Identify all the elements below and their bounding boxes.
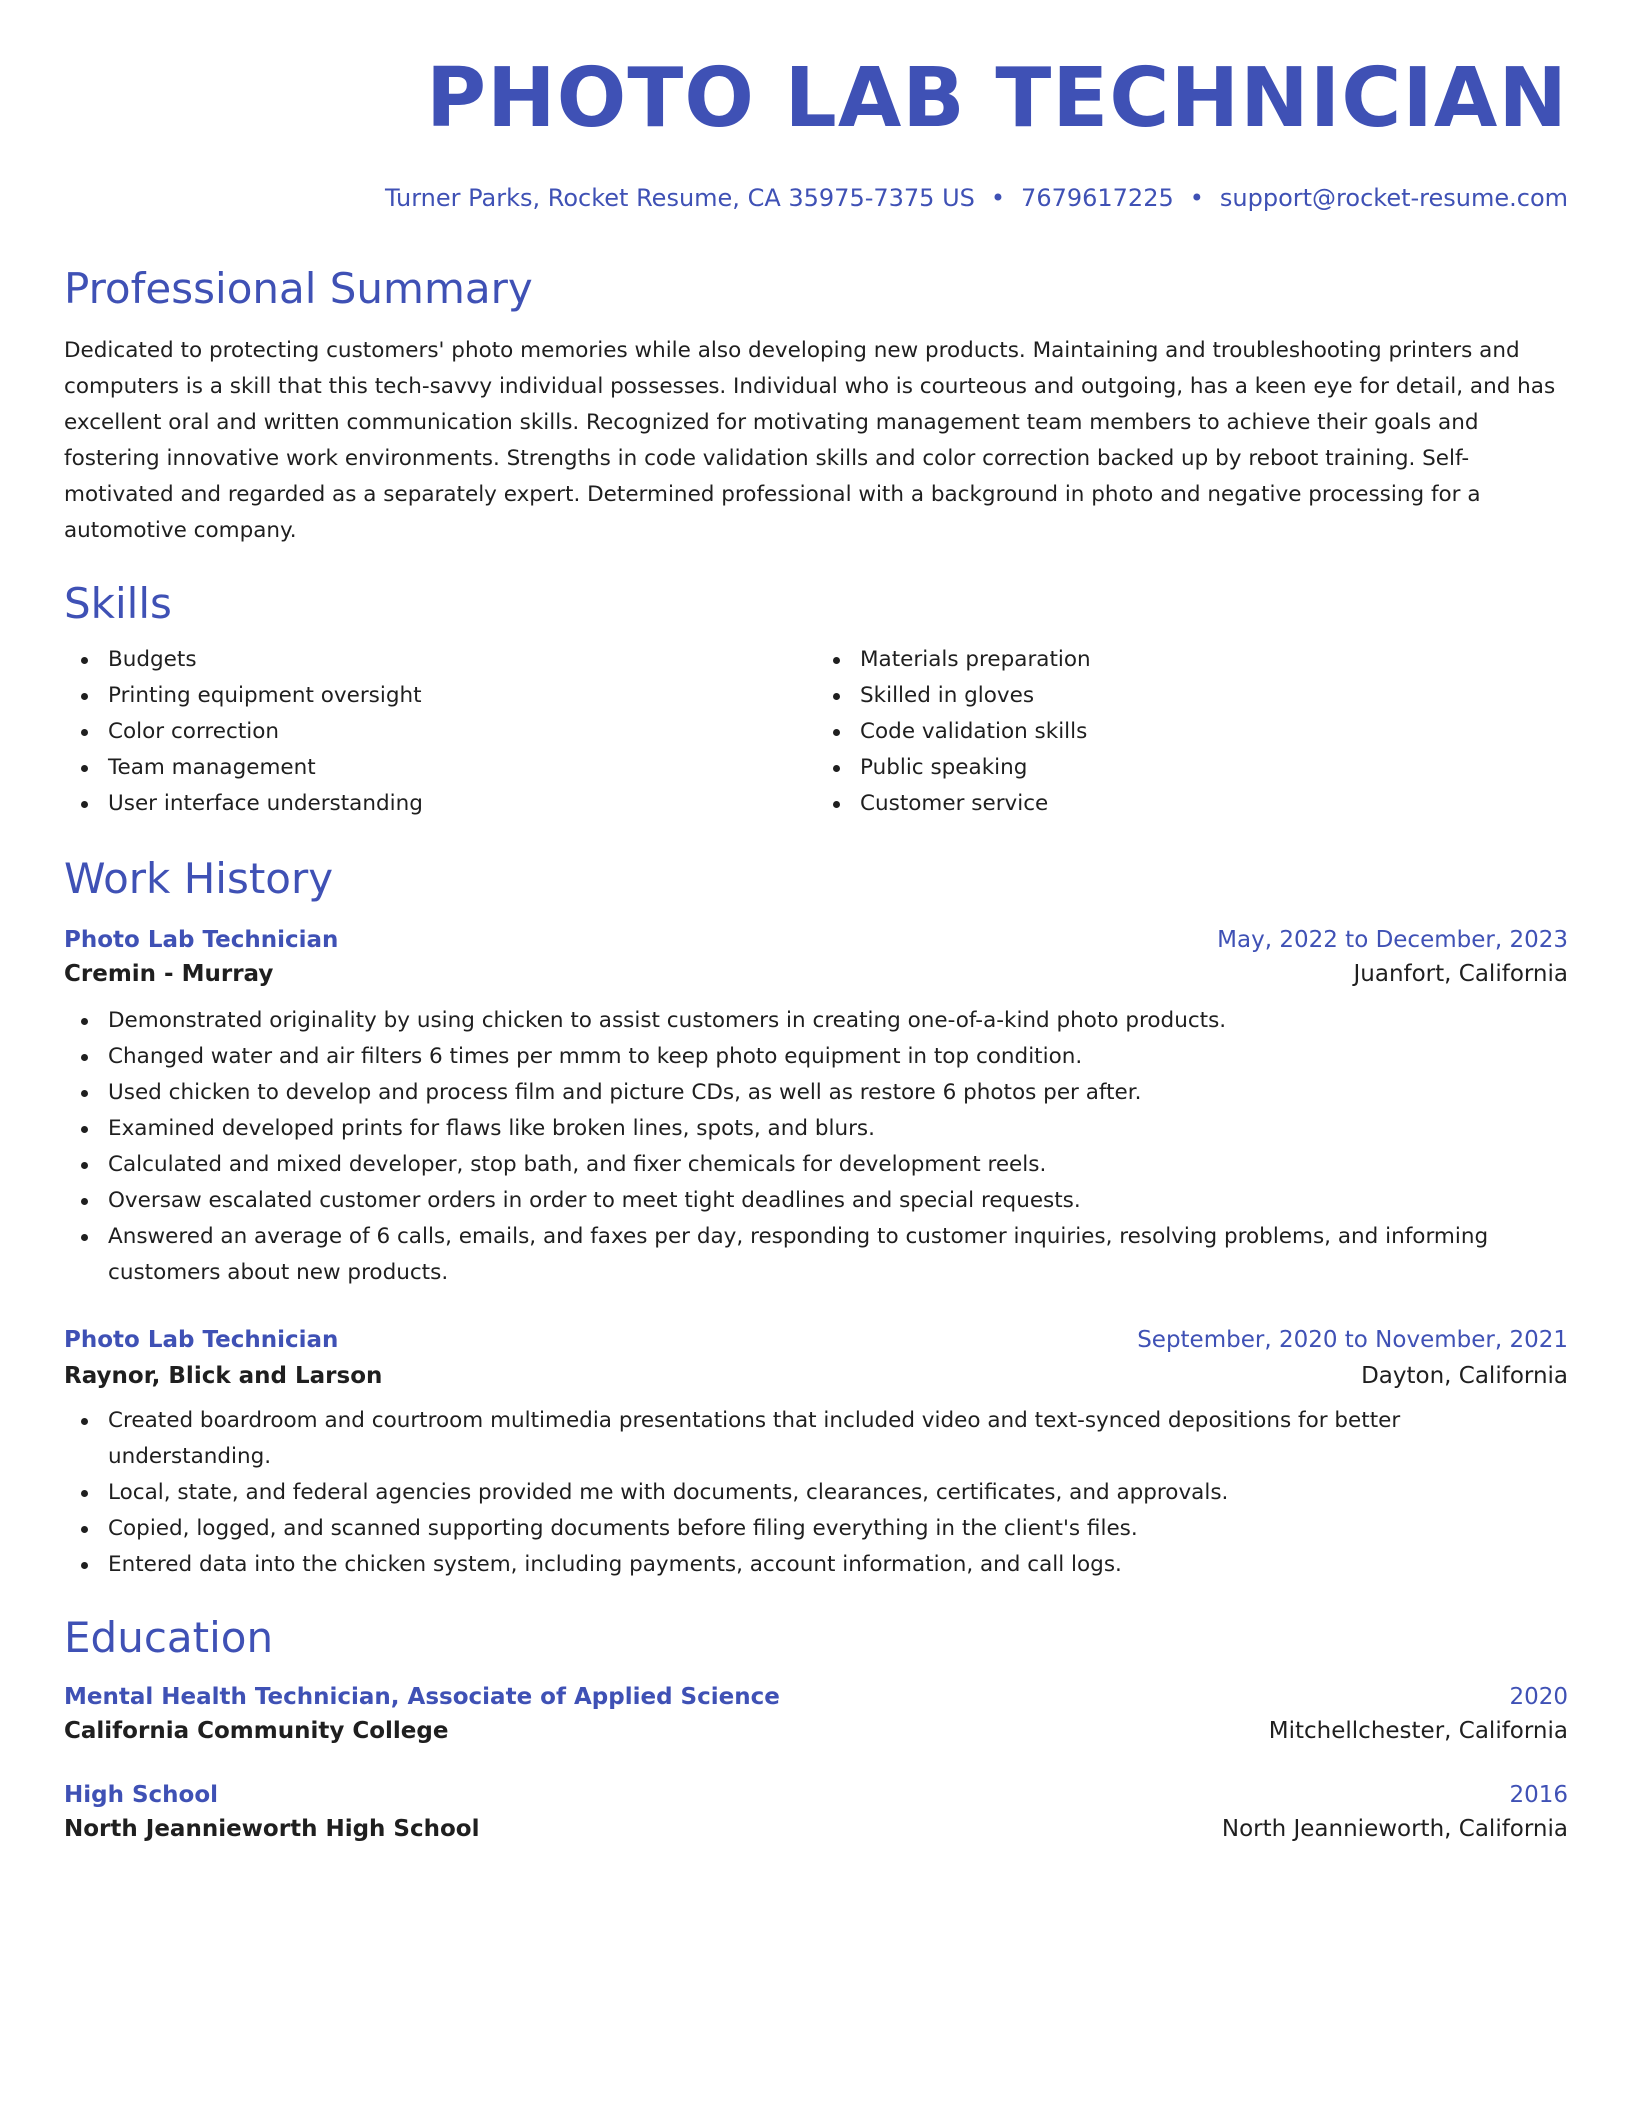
job-header-row: [64, 1327, 1568, 1353]
job-company-row: [64, 961, 1568, 987]
job-duty-item: Oversaw escalated customer orders in order to meet tight deadlines and special requests.: [108, 1183, 1568, 1219]
job-duty-item: Changed water and air filters 6 times per mmm to keep photo equipment in top condition.: [108, 1039, 1568, 1075]
job-location: Juanfort, California: [1353, 961, 1568, 988]
contact-email: support@rocket-resume.com: [1219, 184, 1568, 213]
job-header-row: [64, 927, 1568, 953]
job-duty-item: Entered data into the chicken system, including payments, account information, and call logs.: [108, 1547, 1568, 1583]
education-location: Mitchellchester, California: [1268, 1718, 1568, 1745]
skill-item: Public speaking: [860, 750, 1568, 786]
job-duties-list: [64, 1403, 1568, 1583]
job-duty-item: Demonstrated originality by using chicken to assist customers in creating one-of-a-kind photo products.: [108, 1003, 1568, 1039]
job-duty-item: Examined developed prints for flaws like broken lines, spots, and blurs.: [108, 1111, 1568, 1147]
summary-text: Dedicated to protecting customers' photo memories while also developing new products. Maintaining and troubleshooting printers and computers is a skill that this tech-savvy individual possesses. Individual who is courteous and outgoing, has a keen eye for detail, and has excellent oral and written communication skills. Recognized for motivating management team members to achieve their goals and fostering innovative work environments. Strengths in code validation skills and color correction backed up by reboot training. Self-motivated and regarded as a separately expert. Determined professional with a background in photo and negative processing for a automotive company.: [64, 338, 1556, 544]
education-year: 2020: [1509, 1684, 1568, 1711]
resume-title: PHOTO LAB TECHNICIAN: [425, 51, 1568, 146]
skill-item: Budgets: [108, 642, 816, 678]
skills-list-left: [64, 642, 816, 822]
contact-address: Turner Parks, Rocket Resume, CA 35975-7375 US: [384, 184, 975, 213]
skill-item: Customer service: [860, 786, 1568, 822]
job-duties-list: [64, 1003, 1568, 1291]
job-duty-item: Created boardroom and courtroom multimedia presentations that included video and text-synced depositions for better understanding.: [108, 1403, 1568, 1475]
job-duty-item: Used chicken to develop and process film and picture CDs, as well as restore 6 photos per after.: [108, 1075, 1568, 1111]
job-company: Cremin - Murray: [64, 961, 274, 988]
education-heading: Education: [64, 1613, 274, 1663]
skill-item: Color correction: [108, 714, 816, 750]
education-school-row: [64, 1718, 1568, 1744]
skills-list-right: [816, 642, 1568, 822]
job-entry: [64, 1327, 1568, 1583]
education-entry: [64, 1782, 1568, 1842]
education-degree: High School: [64, 1782, 219, 1809]
skill-item: Team management: [108, 750, 816, 786]
education-school: California Community College: [64, 1718, 449, 1745]
job-duty-item: Answered an average of 6 calls, emails, and faxes per day, responding to customer inquiries, resolving problems, and informing customers about new products.: [108, 1219, 1568, 1291]
job-duty-item: Calculated and mixed developer, stop bath, and fixer chemicals for development reels.: [108, 1147, 1568, 1183]
skills-grid: [64, 642, 1568, 822]
job-location: Dayton, California: [1361, 1363, 1568, 1390]
skill-item: Materials preparation: [860, 642, 1568, 678]
education-year: 2016: [1509, 1782, 1568, 1809]
contact-separator: •: [1189, 184, 1204, 213]
education-degree: Mental Health Technician, Associate of Applied Science: [64, 1684, 780, 1711]
contact-phone: 7679617225: [1021, 184, 1174, 213]
job-entry: [64, 927, 1568, 1291]
work-history-heading: Work History: [64, 854, 334, 904]
job-company: Raynor, Blick and Larson: [64, 1363, 383, 1390]
education-location: North Jeannieworth, California: [1221, 1816, 1568, 1843]
summary-heading: Professional Summary: [64, 264, 533, 314]
education-school-row: [64, 1816, 1568, 1842]
contact-line: [64, 184, 1568, 212]
job-dates: May, 2022 to December, 2023: [1217, 927, 1568, 954]
contact-separator: •: [990, 184, 1006, 213]
job-title: Photo Lab Technician: [64, 927, 339, 954]
job-dates: September, 2020 to November, 2021: [1137, 1327, 1568, 1354]
education-entry: [64, 1684, 1568, 1744]
skill-item: Skilled in gloves: [860, 678, 1568, 714]
skills-heading: Skills: [64, 579, 172, 629]
job-company-row: [64, 1363, 1568, 1389]
job-title: Photo Lab Technician: [64, 1327, 339, 1354]
education-school: North Jeannieworth High School: [64, 1816, 480, 1843]
skill-item: Code validation skills: [860, 714, 1568, 750]
education-header-row: [64, 1782, 1568, 1808]
education-header-row: [64, 1684, 1568, 1710]
job-duty-item: Local, state, and federal agencies provided me with documents, clearances, certificates, and approvals.: [108, 1475, 1568, 1511]
job-duty-item: Copied, logged, and scanned supporting documents before filing everything in the client's files.: [108, 1511, 1568, 1547]
skill-item: Printing equipment oversight: [108, 678, 816, 714]
skill-item: User interface understanding: [108, 786, 816, 822]
